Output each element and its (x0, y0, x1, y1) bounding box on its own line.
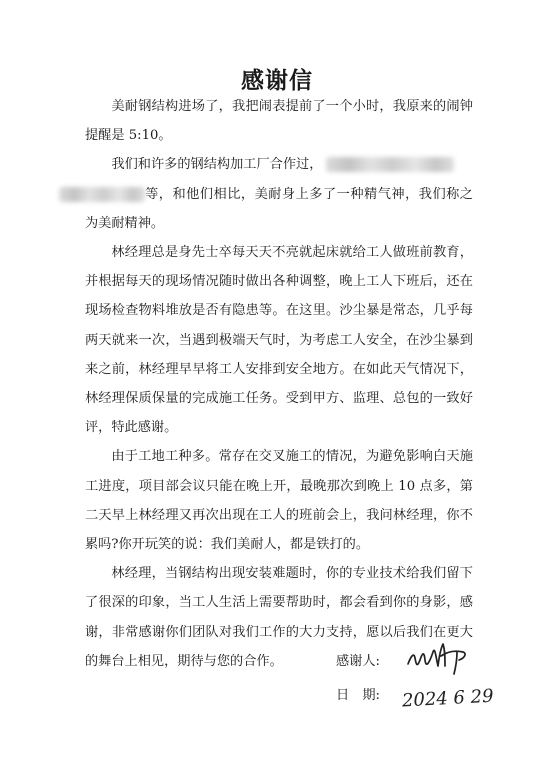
handwritten-signature (405, 638, 475, 678)
paragraph-3: 林经理总是身先士卒每天天不亮就起床就给工人做班前教育，并根据每天的现场情况随时做出各种调整，晚上工人下班后，还在现场检查物料堆放是否有隐患等。在这里。沙尘暴是常态，几乎每两天就来一次，当遇到极端天气时，为考虑工人安全，在沙尘暴到来之前，林经理早早将工人安排到安全地方。在如此天气情况下，林经理保质保量的完成施工任务。受到甲方、监理、总包的一致好评，特此感谢。 (85, 245, 473, 436)
paragraph-5: 林经理，当钢结构出现安装难题时，你的专业技术给我们留下了很深的印象，当工人生活上需要帮助时，都会看到你的身影，感谢，非常感谢你们团队对我们工作的大力支持，愿以后我们在更大的舞台上相见，期待与您的合作。 (85, 566, 473, 669)
paragraph-1: 美耐钢结构进场了，我把闹表提前了一个小时，我原来的闹钟提醒是 5:10。 (85, 99, 473, 144)
letter-title: 感谢信 (241, 68, 313, 94)
paragraph-2-end: 等，和他们相比，美耐身上多了一种精气神，我们称之为美耐精神。 (85, 186, 473, 231)
redacted-company-names-continued (59, 187, 145, 202)
paragraph-2 (85, 150, 473, 238)
handwritten-date-text: 2024 6 29 (401, 685, 495, 712)
handwritten-date (400, 674, 510, 714)
letter-body (85, 92, 473, 676)
paragraph-2-start: 我们和许多的钢结构加工厂合作过， (111, 157, 323, 173)
date-label: 日 期: (336, 688, 381, 703)
thanks-giver-label: 感谢人: (336, 654, 381, 669)
paragraph-4: 由于工地工种多。常存在交叉施工的情况，为避免影响白天施工进度，项目部会议只能在晚上开，最晚那次到晚上 10 点多，第二天早上林经理又再次出现在工人的班前会上，我问林经理，你不累吗?你开玩笑的说：我们美耐人，都是铁打的。 (85, 449, 473, 553)
redacted-company-names (326, 157, 454, 172)
